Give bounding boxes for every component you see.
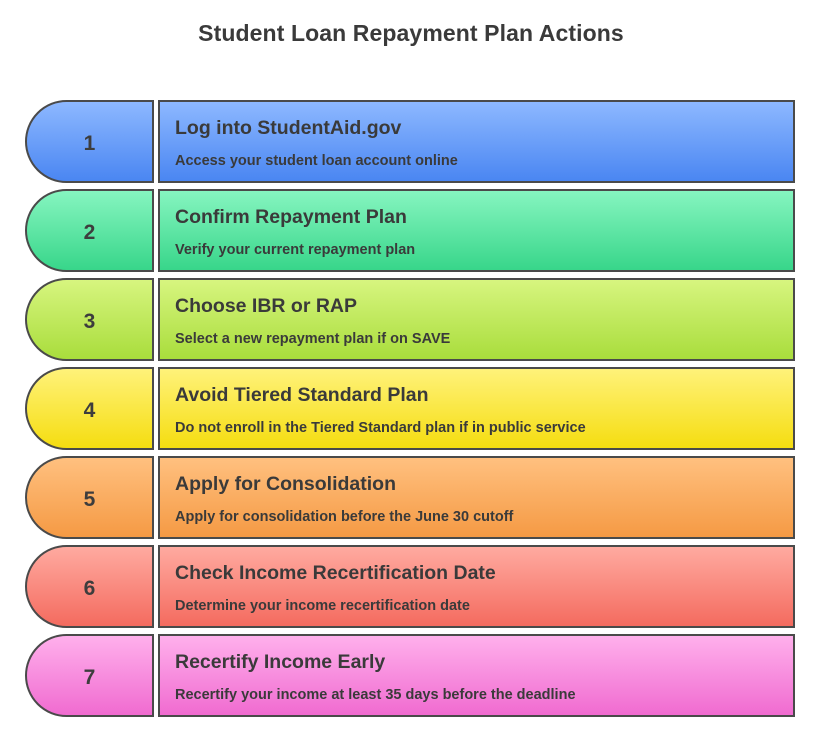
step-7-number: 7 [83, 666, 96, 689]
step-3-description: Select a new repayment plan if on SAVE [175, 331, 451, 347]
step-5-description: Apply for consolidation before the June 30 cutoff [175, 509, 514, 525]
step-5-number: 5 [83, 488, 96, 511]
step-3-number-tab [25, 278, 154, 361]
step-6-card [158, 545, 795, 628]
step-1-card [158, 100, 795, 183]
step-5-card [158, 456, 795, 539]
step-4-card [158, 367, 795, 450]
step-5-title: Apply for Consolidation [175, 473, 396, 495]
step-1-description: Access your student loan account online [175, 153, 458, 169]
step-1-number: 1 [83, 132, 96, 155]
step-5-number-tab [25, 456, 154, 539]
step-1-number-tab [25, 100, 154, 183]
step-2-number-tab [25, 189, 154, 272]
step-5 [25, 456, 797, 541]
step-2-title: Confirm Repayment Plan [175, 206, 407, 228]
step-6 [25, 545, 797, 630]
step-6-number: 6 [83, 577, 96, 600]
step-6-description: Determine your income recertification date [175, 598, 470, 614]
step-3-number: 3 [83, 310, 96, 333]
step-7-title: Recertify Income Early [175, 651, 386, 673]
step-1 [25, 100, 797, 185]
step-4-number: 4 [83, 399, 96, 422]
step-7-description: Recertify your income at least 35 days before the deadline [175, 687, 576, 703]
step-4-description: Do not enroll in the Tiered Standard plan if in public service [175, 420, 586, 436]
step-1-title: Log into StudentAid.gov [175, 117, 402, 139]
step-3-card [158, 278, 795, 361]
step-2-card [158, 189, 795, 272]
step-7-number-tab [25, 634, 154, 717]
diagram-title: Student Loan Repayment Plan Actions [198, 20, 624, 46]
step-2-number: 2 [83, 221, 96, 244]
step-4-title: Avoid Tiered Standard Plan [175, 384, 429, 406]
step-6-title: Check Income Recertification Date [175, 562, 496, 584]
step-6-number-tab [25, 545, 154, 628]
step-4-number-tab [25, 367, 154, 450]
step-7 [25, 634, 797, 719]
step-3 [25, 278, 797, 363]
step-3-title: Choose IBR or RAP [175, 295, 358, 317]
steps-list [25, 100, 797, 723]
step-2-description: Verify your current repayment plan [175, 242, 416, 258]
step-7-card [158, 634, 795, 717]
step-2 [25, 189, 797, 274]
step-4 [25, 367, 797, 452]
